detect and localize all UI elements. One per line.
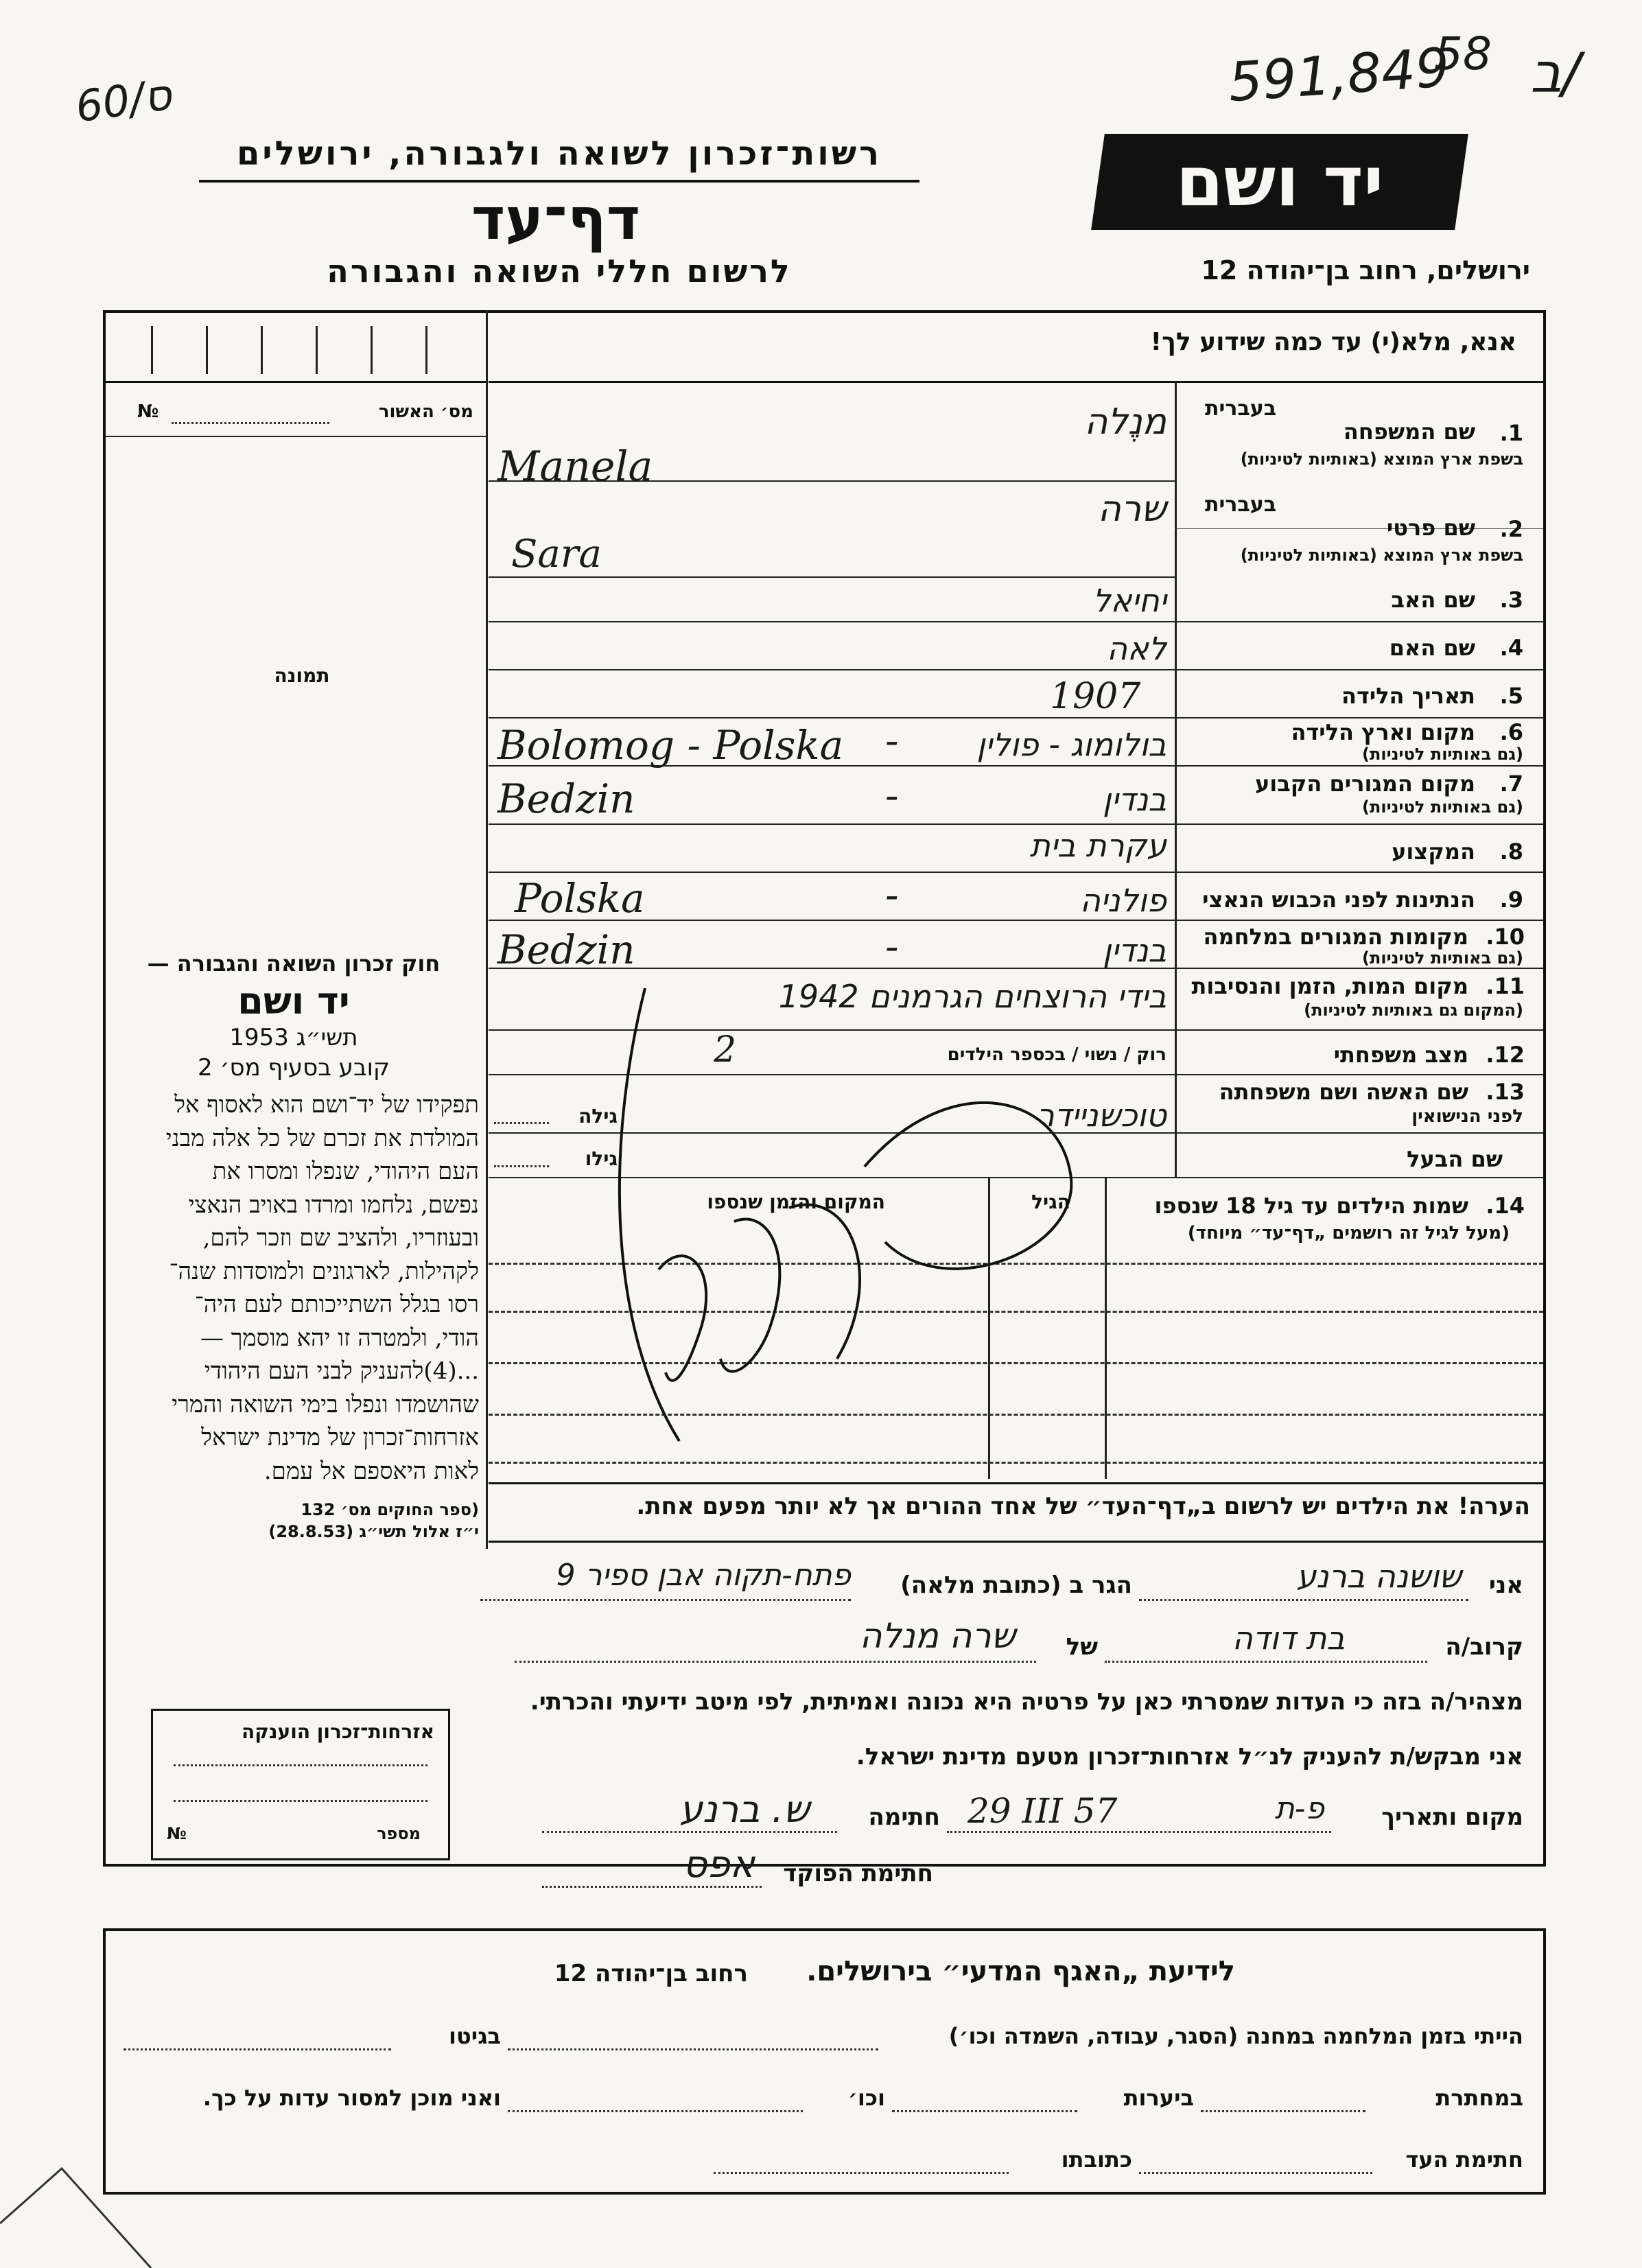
declaration-statement-2: אני מבקש/ת להעניק לנ״ל אזרחות־זכרון מטעם מדינת ישראל. xyxy=(856,1743,1523,1770)
field-7-label: מקום המגורים הקבוע xyxy=(1254,771,1475,797)
law-heading: חוק זכרון השואה והגבורה — xyxy=(147,950,441,977)
field-13-number: 13. xyxy=(1486,1079,1525,1105)
field-12-number: 12. xyxy=(1486,1042,1525,1068)
footer-line2-ready: ואני מוכן למסור עדות על כך. xyxy=(202,2085,501,2111)
law-line: ...(4)להעניק לבני העם היהודי xyxy=(204,1357,479,1385)
law-line: רסו בגלל השתייכותם לעם היה־ xyxy=(194,1291,479,1318)
relative-label: קרוב/ה xyxy=(1445,1633,1523,1661)
field-6-value-dash: - xyxy=(885,717,899,764)
logo-text: יד ושם xyxy=(1175,141,1384,222)
yad-vashem-logo xyxy=(1091,134,1468,230)
citizenship-box-number-label: מספר xyxy=(377,1824,421,1843)
footer-line1-ghetto: בגיטו xyxy=(449,2023,501,2049)
field-3-value: יחיאל xyxy=(1092,582,1166,619)
field-9-value-hebrew: פולניה xyxy=(1079,882,1166,919)
field-2-label: שם פרטי xyxy=(1386,515,1475,541)
signature-label: חתימה xyxy=(868,1803,940,1831)
field-5-number: 5. xyxy=(1499,683,1523,709)
field-8-value: עקרת בית xyxy=(1029,827,1166,864)
field-1-value-latin: Manela xyxy=(497,443,653,491)
law-line: אזרחות־זכרון של מדינת ישראל xyxy=(201,1424,479,1451)
footer-line1-camp: הייתי בזמן המלחמה במחנה (הסגר, עבודה, השמדה וכו׳) xyxy=(948,2023,1523,2049)
field-14-label: שמות הילדים עד גיל 18 שנספו xyxy=(1154,1193,1468,1219)
field-1-value-hebrew: מנֶלה xyxy=(1084,401,1166,443)
approval-label: מס׳ האשור xyxy=(378,401,473,422)
field-2-number: 2. xyxy=(1499,516,1523,542)
place-date-label: מקום ותאריך xyxy=(1381,1803,1523,1831)
relative-name-line xyxy=(515,1661,1036,1663)
citizenship-box-line xyxy=(174,1800,427,1802)
row-line xyxy=(489,920,1543,921)
husband-age-dots xyxy=(494,1165,549,1167)
place-value: פ-ת xyxy=(1274,1791,1324,1826)
field-12-printed-options: רוק / נשוי / בכספר הילדים xyxy=(947,1044,1166,1065)
row-line xyxy=(489,717,1543,718)
field-6-value-hebrew: בולומוג - פולין xyxy=(976,726,1166,763)
label-column-divider xyxy=(1175,381,1177,1177)
footer-camp-line xyxy=(508,2048,878,2050)
address-line xyxy=(480,1599,851,1601)
field-7-value-dash: - xyxy=(885,772,899,819)
children-age-column: הגיל xyxy=(1031,1191,1070,1213)
field-6-value-latin: Bolomog - Polska xyxy=(497,722,844,769)
field-7-value-latin: Bedzin xyxy=(497,775,635,822)
citizenship-box-line xyxy=(174,1764,427,1766)
row-line xyxy=(489,669,1543,670)
relative-of-label: של xyxy=(1066,1633,1098,1661)
field-4-number: 4. xyxy=(1499,635,1523,661)
photo-label: תמונה xyxy=(274,664,330,687)
law-year: תשי״ג 1953 xyxy=(229,1024,358,1051)
corner-note-left: 60/ס xyxy=(72,69,175,132)
field-9-label: הנתינות לפני הכבוש הנאצי xyxy=(1202,887,1475,913)
row-line xyxy=(489,621,1543,622)
approval-line xyxy=(104,436,486,437)
row-line xyxy=(489,823,1543,825)
wife-age-label: גילה xyxy=(578,1105,618,1127)
footer-address-line xyxy=(714,2172,1009,2174)
field-8-number: 8. xyxy=(1499,839,1523,865)
date-value: 29 III 57 xyxy=(967,1791,1118,1831)
field-4-label: שם האם xyxy=(1389,635,1475,661)
field-10-label: מקומות המגורים במלחמה xyxy=(1203,924,1468,950)
footer-line3-witness-signature: חתימת העד xyxy=(1405,2147,1523,2173)
field-4-value: לאה xyxy=(1107,630,1166,667)
note-bottom-line xyxy=(489,1541,1543,1543)
row-line xyxy=(489,576,1175,578)
law-line: תפקידו של יד־ושם הוא לאסוף אל xyxy=(174,1091,479,1119)
husband-label: שם הבעל xyxy=(1407,1146,1503,1172)
field-10-sub: (גם באותיות לטיניות) xyxy=(1362,948,1523,968)
field-5-label: תאריך הלידה xyxy=(1341,683,1475,709)
field-2-hebrew-label: בעברית xyxy=(1205,493,1276,517)
field-14-sub: (מעל לגיל זה רושמים „דף־עד״ מיוחד) xyxy=(1187,1223,1510,1243)
field-10-value-hebrew: בנדין xyxy=(1103,932,1166,969)
left-panel-divider xyxy=(486,310,488,1549)
law-reference-2: י״ז אלול תשי״ג (28.8.53) xyxy=(268,1522,479,1541)
law-section xyxy=(108,950,479,1541)
declarant-signature: ש. ברנע xyxy=(679,1788,810,1831)
authority-name: רשות־זכרון לשואה ולגבורה, ירושלים xyxy=(236,135,882,173)
officer-signature-line xyxy=(542,1886,762,1888)
husband-age-label: גילו xyxy=(585,1147,618,1170)
footer-forests-line xyxy=(892,2110,1077,2112)
relative-name: שרה מנלה xyxy=(859,1616,1016,1656)
footer-line3-address: כתובתו xyxy=(1061,2147,1132,2173)
approval-dots xyxy=(172,422,329,424)
field-13-value: טוכשניידר xyxy=(1036,1097,1166,1134)
declarant-i-label: אני xyxy=(1488,1571,1523,1599)
row-line xyxy=(489,872,1543,873)
law-text xyxy=(108,1088,479,1488)
declarant-name-line xyxy=(1139,1599,1468,1601)
law-name: יד ושם xyxy=(237,979,350,1022)
field-5-value: 1907 xyxy=(1050,676,1141,717)
cancellation-scribble xyxy=(563,947,1146,1496)
field-3-number: 3. xyxy=(1499,587,1523,613)
wife-age-dots xyxy=(494,1122,549,1124)
field-6-number: 6. xyxy=(1499,719,1523,745)
officer-signature: אפס xyxy=(683,1843,755,1886)
law-line: ובעוזריו, ולהציב שם וזכר להם, xyxy=(202,1224,479,1252)
field-2-value-hebrew: שרה xyxy=(1097,489,1166,530)
field-11-value: בידי הרוצחים הגרמנים 1942 xyxy=(778,978,1166,1015)
field-1-sub: בשפת ארץ המוצא (באותיות לטיניות) xyxy=(1240,449,1523,469)
footer-heading: לידיעת „האגף המדעי״ בירושלים. xyxy=(806,1956,1235,1987)
footer-line2-etc: וכו׳ xyxy=(847,2085,885,2111)
field-11-label: מקום המות, הזמן והנסיבות xyxy=(1191,973,1468,999)
field-14-number: 14. xyxy=(1486,1193,1525,1219)
law-line: נפשם, נלחמו ומרדו באויב הנאצי xyxy=(188,1191,479,1219)
residing-label: הגר ב (כתובת מלאה) xyxy=(900,1571,1132,1599)
declaration-statement-1: מצהיר/ה בזה כי העדות שמסרתי כאן על פרטיה היא נכונה ואמיתית, לפי מיטב ידיעתי והכרתי. xyxy=(530,1688,1523,1716)
footer-line2-underground: במחתרת xyxy=(1435,2085,1523,2111)
field-9-value-dash: - xyxy=(885,872,899,918)
field-9-number: 9. xyxy=(1499,887,1523,913)
field-13-sub: לפני הנישואין xyxy=(1411,1106,1523,1127)
footer-address: רחוב בן־יהודה 12 xyxy=(554,1960,748,1987)
field-9-value-latin: Polska xyxy=(515,875,645,922)
field-10-value-dash: - xyxy=(885,923,899,970)
header-address: ירושלים, רחוב בן־יהודה 12 xyxy=(1201,255,1530,285)
relation-line xyxy=(1105,1661,1427,1663)
law-line: שהושמדו ונפלו בימי השואה והמרי xyxy=(172,1390,479,1418)
field-10-value-latin: Bedzin xyxy=(497,926,635,973)
field-11-sub: (המקום גם באותיות לטיניות) xyxy=(1304,1001,1523,1020)
authority-underline xyxy=(199,180,919,183)
form-instruction: אנא, מלא(י) עד כמה שידוע לך! xyxy=(1150,328,1516,356)
form-note: הערה! את הילדים יש לרשום ב„דף־העד״ של אחד ההורים אך לא יותר מפעם אחת. xyxy=(636,1493,1530,1520)
form-title: דף־עד xyxy=(471,185,641,253)
field-2-value-latin: Sara xyxy=(511,532,602,576)
law-line: לקהילות, לארגונים ולמוסדות שנה־ xyxy=(169,1257,479,1285)
declarant-address: פתח-תקוה אבן ספיר 9 xyxy=(556,1558,851,1593)
law-line: הודי, ולמטרה זו יהא מוסמך — xyxy=(200,1324,479,1352)
signature-line xyxy=(542,1831,837,1833)
field-10-number: 10. xyxy=(1486,924,1525,950)
footer-underground-line xyxy=(1201,2110,1365,2112)
left-panel-top-line xyxy=(104,381,486,383)
citizenship-box-no: № xyxy=(167,1824,187,1843)
field-6-sub: (גם באותיות לטיניות) xyxy=(1362,745,1523,764)
reference-number: 591,849 xyxy=(1226,36,1452,115)
field-12-label: מצב משפחתי xyxy=(1333,1042,1468,1068)
place-date-line xyxy=(947,1831,1331,1833)
field-13-label: שם האשה ושם משפחתה xyxy=(1219,1079,1468,1105)
form-subtitle: לרשום חללי השואה והגבורה xyxy=(327,253,792,290)
law-line: המולדת את זכרם של כל אלה מבני xyxy=(165,1124,479,1152)
citizenship-box-title: אזרחות־זכרון הוענקה xyxy=(242,1720,434,1743)
law-line: העם היהודי, שנפלו ומסרו את xyxy=(212,1158,479,1185)
footer-witness-signature-line xyxy=(1139,2172,1372,2174)
folded-corner xyxy=(0,2114,165,2268)
field-8-label: המקצוע xyxy=(1392,839,1475,865)
reference-small: 58 xyxy=(1434,27,1492,80)
footer-line2-forests: ביערות xyxy=(1123,2085,1194,2111)
law-line: לאות היאספם אל עמם. xyxy=(263,1457,479,1485)
law-clause: קובע בסעיף מס׳ 2 xyxy=(197,1054,390,1082)
law-reference-1: (ספר החוקים מס׳ 132 xyxy=(301,1500,479,1519)
field-1-number: 1. xyxy=(1499,420,1523,446)
field-7-value-hebrew: בנדין xyxy=(1103,781,1166,818)
field-11-number: 11. xyxy=(1486,973,1525,999)
field-12-value: 2 xyxy=(714,1029,737,1071)
officer-signature-label: חתימת הפוקד xyxy=(783,1860,933,1887)
field-1-hebrew-label: בעברית xyxy=(1205,397,1276,421)
field-6-label: מקום וארץ הלידה xyxy=(1291,719,1475,745)
footer-etc-line xyxy=(508,2110,803,2112)
citizenship-box xyxy=(151,1709,450,1860)
field-2-sub: בשפת ארץ המוצא (באותיות לטיניות) xyxy=(1240,546,1523,565)
field-3-label: שם האב xyxy=(1391,587,1475,613)
relation-value: בת דודה xyxy=(1232,1620,1345,1657)
corner-note-right: ב/ xyxy=(1530,41,1581,105)
footer-ghetto-line xyxy=(124,2048,391,2050)
field-7-number: 7. xyxy=(1499,771,1523,797)
instruction-line xyxy=(489,381,1543,383)
field-7-sub: (גם באותיות לטיניות) xyxy=(1362,797,1523,817)
field-1-label: שם המשפחה xyxy=(1343,419,1475,445)
children-place-column: המקום והזמן שנספו xyxy=(707,1191,885,1213)
approval-code-boxes xyxy=(110,326,480,374)
approval-no: № xyxy=(137,401,159,422)
declarant-name: שושנה ברנע xyxy=(1296,1558,1462,1595)
